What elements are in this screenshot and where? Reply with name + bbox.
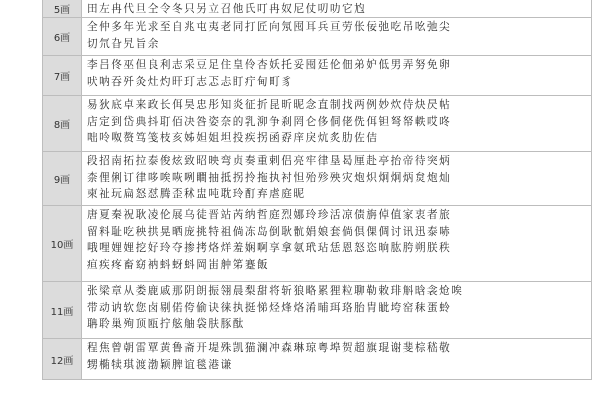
character-line: 带动讷软您卤剔偌侉偷诀徕执挺悌烃烽烙淆晡珥珞胎胄眦垮窑秣蛋蛉: [87, 301, 452, 314]
character-line: 唐夏秦祝耿凌伦展乌徒晋站芮纳哲庭烈娜玲珍活凉债旃倬值家衷者旅: [87, 209, 452, 221]
stroke-count-label: 10画: [43, 206, 82, 281]
stroke-count-label: 12画: [43, 339, 82, 379]
character-line: 甥椭犊琪渡渤颖脾谊毯港谦: [87, 358, 233, 371]
character-line: 李吕佟巫但良利志采豆足住皇伶杏妖托妥囤廷伦佃弟妒低男弄努免卵: [87, 59, 452, 71]
character-list: [82, 282, 591, 338]
character-line: 切氘旮旯旨余: [87, 37, 160, 50]
character-list: [82, 18, 591, 55]
character-line: 留料耻吃秧拱晃晒庞挑特祖倘冻岛倒耿骯娟娘套倘倶倮倜讨讯迅泰哧: [87, 225, 452, 238]
character-line: 店定到岱典抖耵佰决咎姿奈的乳泖争刹罔仑侈侗佬侁佴钽弩帑軼哎咚: [87, 115, 452, 128]
table-row: [43, 56, 591, 96]
table-row: [43, 339, 591, 380]
character-line: 柰俚俐订律哆唉咴咧瞷抽抵拐拎拖执衬怛殆殄殃灾炮炽炯炯炳炱炮灿: [87, 171, 452, 184]
character-line: 哦哩娌娌挖好玲夺掺拷烙烊羞娴啊享拿氨玳玷恁恩怒恣晌肱胯朔朕秩: [87, 242, 452, 255]
character-list: [82, 0, 591, 17]
character-line: 全仲多年光求至自兆屯夷老同打匠向氖囤耳兵亘劳伥佞弛吃吊吆弛尖: [87, 21, 452, 33]
character-list: [82, 96, 591, 151]
table-row: [43, 0, 591, 18]
character-line: 易狄底卓来政长佴昊忠彤知炎征折昆昕昵念直制找两例妙炊侍炔昃帖: [87, 99, 452, 111]
stroke-count-label: 6画: [43, 18, 82, 55]
character-list: [82, 56, 591, 95]
character-line: 聃聆巢殉顶瓯拧舷舳袋肤豚酞: [87, 318, 245, 331]
stroke-count-label: 5画: [43, 0, 82, 17]
character-list: [82, 152, 591, 205]
stroke-count-table: [42, 0, 592, 380]
stroke-count-label: 8画: [43, 96, 82, 151]
character-line: 吠呐吞歼灸灶灼旰玎志忑忐盯疔甸町豸: [87, 75, 294, 88]
table-row: [43, 18, 591, 56]
table-row: [43, 282, 591, 339]
stroke-count-label: 11画: [43, 282, 82, 338]
character-line: 咄呤呶赘笃笺枝亥姊妲姐坦投疾拐函孬庠戾炕炙肋佐佶: [87, 132, 379, 145]
character-list: [82, 206, 591, 281]
table-row: [43, 152, 591, 206]
character-line: 程焦曾朝雷覃黄鲁斋开堤殊凯猫澜冲森琳琼粤埠贺超旗琨谢斐棕嵇敬: [87, 342, 452, 354]
character-line: 柬祉玩扁怒怼腾歪秫盅吨耽玲酊弃虐庭昵: [87, 188, 306, 201]
character-line: 疸疾疼畜窈衲蚪蚜蚪岡峀舯笫蹇飯: [87, 258, 270, 271]
stroke-count-label: 9画: [43, 152, 82, 205]
stroke-count-label: 7画: [43, 56, 82, 95]
character-line: 田左冉代旦仝令冬只另立召他氏叮冉奴尼仗叨叻它尥: [87, 3, 367, 15]
character-list: [82, 339, 591, 379]
character-line: 段招南拓拉泰俊炫致昭映弯贞奏重剌侣亮牢律垦曷厘赴亭抬帝待突炳: [87, 155, 452, 167]
table-row: [43, 206, 591, 282]
character-line: 张梁章从娄鹿戚那阴朗振翎晨梨甜将斩狼略累狸粒聊勒敕琲斛晗衾炝唉: [87, 285, 464, 297]
table-row: [43, 96, 591, 152]
